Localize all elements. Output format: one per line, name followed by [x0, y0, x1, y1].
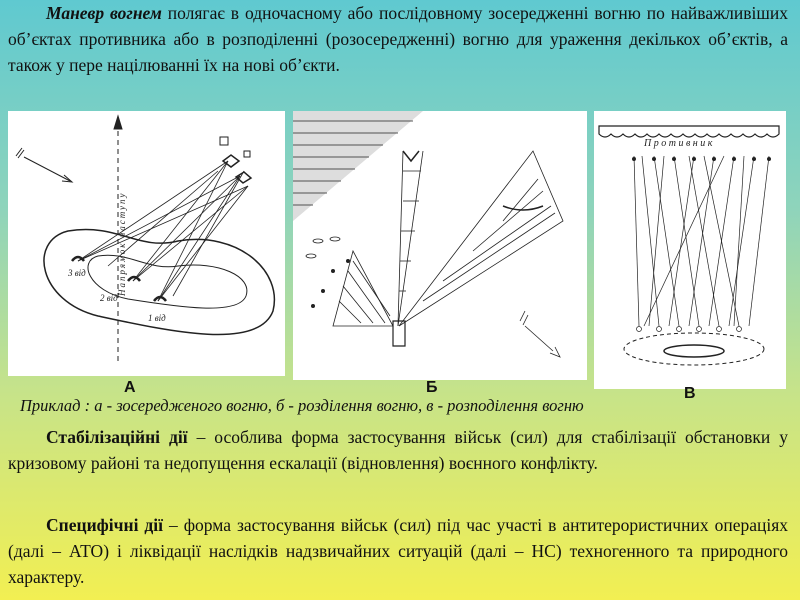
term-stabilization: Стабілізаційні дії	[46, 427, 188, 447]
paragraph-specific-actions	[8, 512, 788, 590]
diagram-distributed-fire	[594, 111, 786, 389]
definition-fire-maneuver: полягає в одночасному або послідовному зосередженні вогню по найважливіших об’єктах противника або в розподіленні (розосередженні) вогню для ураження декількох об’єктів, а також у пере націлюванні їх на нові об’єкти.	[8, 3, 788, 75]
diagram-split-fire	[293, 111, 587, 380]
paragraph-fire-maneuver	[8, 0, 788, 78]
position-1-label: 1 від	[148, 313, 166, 323]
direction-label: Напрямок наступу	[117, 191, 127, 296]
figure-caption: Приклад : а - зосередженого вогню, б - розділення вогню, в - розподілення вогню	[20, 396, 584, 415]
position-3-label: 3 від	[68, 268, 86, 278]
enemy-label: П р о т и в н и к	[644, 138, 713, 149]
definition-stabilization: – особлива форма застосування військ (сил) для стабілізації обстановки у кризовому районі та недопущення ескалації (відновлення) воєнного конфлікту.	[8, 427, 788, 473]
term-specific-actions: Специфічні дії	[46, 515, 163, 535]
position-2-label: 2 від	[100, 293, 118, 303]
term-fire-maneuver: Маневр вогнем	[46, 3, 162, 23]
paragraph-stabilization	[8, 424, 788, 476]
figure-label-c: В	[684, 385, 696, 402]
figure-label-b: Б	[426, 379, 438, 396]
definition-specific-actions: – форма застосування військ (сил) під час участі в антитерористичних операціях (далі – АТО) і ліквідації наслідків надзвичайних ситуацій (далі – НС) техногенного та природного характеру.	[8, 515, 788, 587]
figure-label-a: А	[124, 379, 136, 396]
diagram-concentrated-fire	[8, 111, 285, 376]
